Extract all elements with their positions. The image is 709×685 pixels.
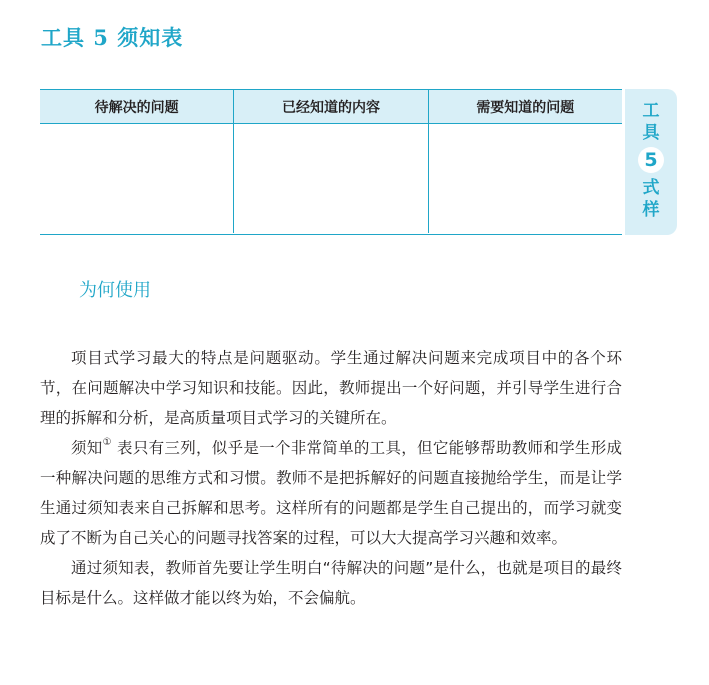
table-cell-empty — [429, 124, 622, 233]
table-header-row — [40, 90, 622, 124]
side-tab-char: 工 — [642, 101, 660, 121]
section-heading: 为何使用 — [79, 280, 151, 301]
side-tab — [625, 89, 677, 235]
header-known-content: 已经知道的内容 — [234, 90, 428, 123]
paragraph-rest: 表只有三列，似乎是一个非常简单的工具，但它能够帮助教师和学生形成一种解决问题的思维方式和习惯。教师不是把拆解好的问题直接抛给学生，而是让学生通过须知表来自己拆解和思考。这样所有的问题都是学生自己提出的，而学习就变成了不断为自己关心的问题寻找答案的过程，可以大大提高学习兴趣和效率。 — [40, 439, 622, 547]
table-cell-empty — [40, 124, 234, 233]
header-need-to-know: 需要知道的问题 — [476, 99, 575, 116]
table-cell-empty — [234, 124, 428, 233]
header-problem-to-solve: 待解决的问题 — [40, 90, 234, 123]
side-tab-char: 式 — [642, 178, 660, 198]
paragraph: 通过须知表，教师首先要让学生明白“待解决的问题”是什么，也就是项目的最终目标是什么。这样做才能以终为始，不会偏航。 — [40, 559, 622, 607]
body-text — [40, 343, 622, 613]
side-tab-number: 5 — [638, 147, 664, 173]
page-title: 工具 5 须知表 — [41, 25, 184, 50]
side-tab-char: 样 — [642, 200, 660, 220]
footnote-marker: ① — [102, 436, 112, 448]
paragraph: 项目式学习最大的特点是问题驱动。学生通过解决问题来完成项目中的各个环节，在问题解决中学习知识和技能。因此，教师提出一个好问题，并引导学生进行合理的拆解和分析，是高质量项目式学习的关键所在。 — [40, 349, 622, 427]
need-to-know-table — [40, 89, 622, 235]
paragraph — [40, 433, 622, 553]
paragraph-lead: 须知 — [71, 439, 103, 457]
side-tab-char: 具 — [642, 123, 660, 143]
table-row — [40, 124, 622, 233]
